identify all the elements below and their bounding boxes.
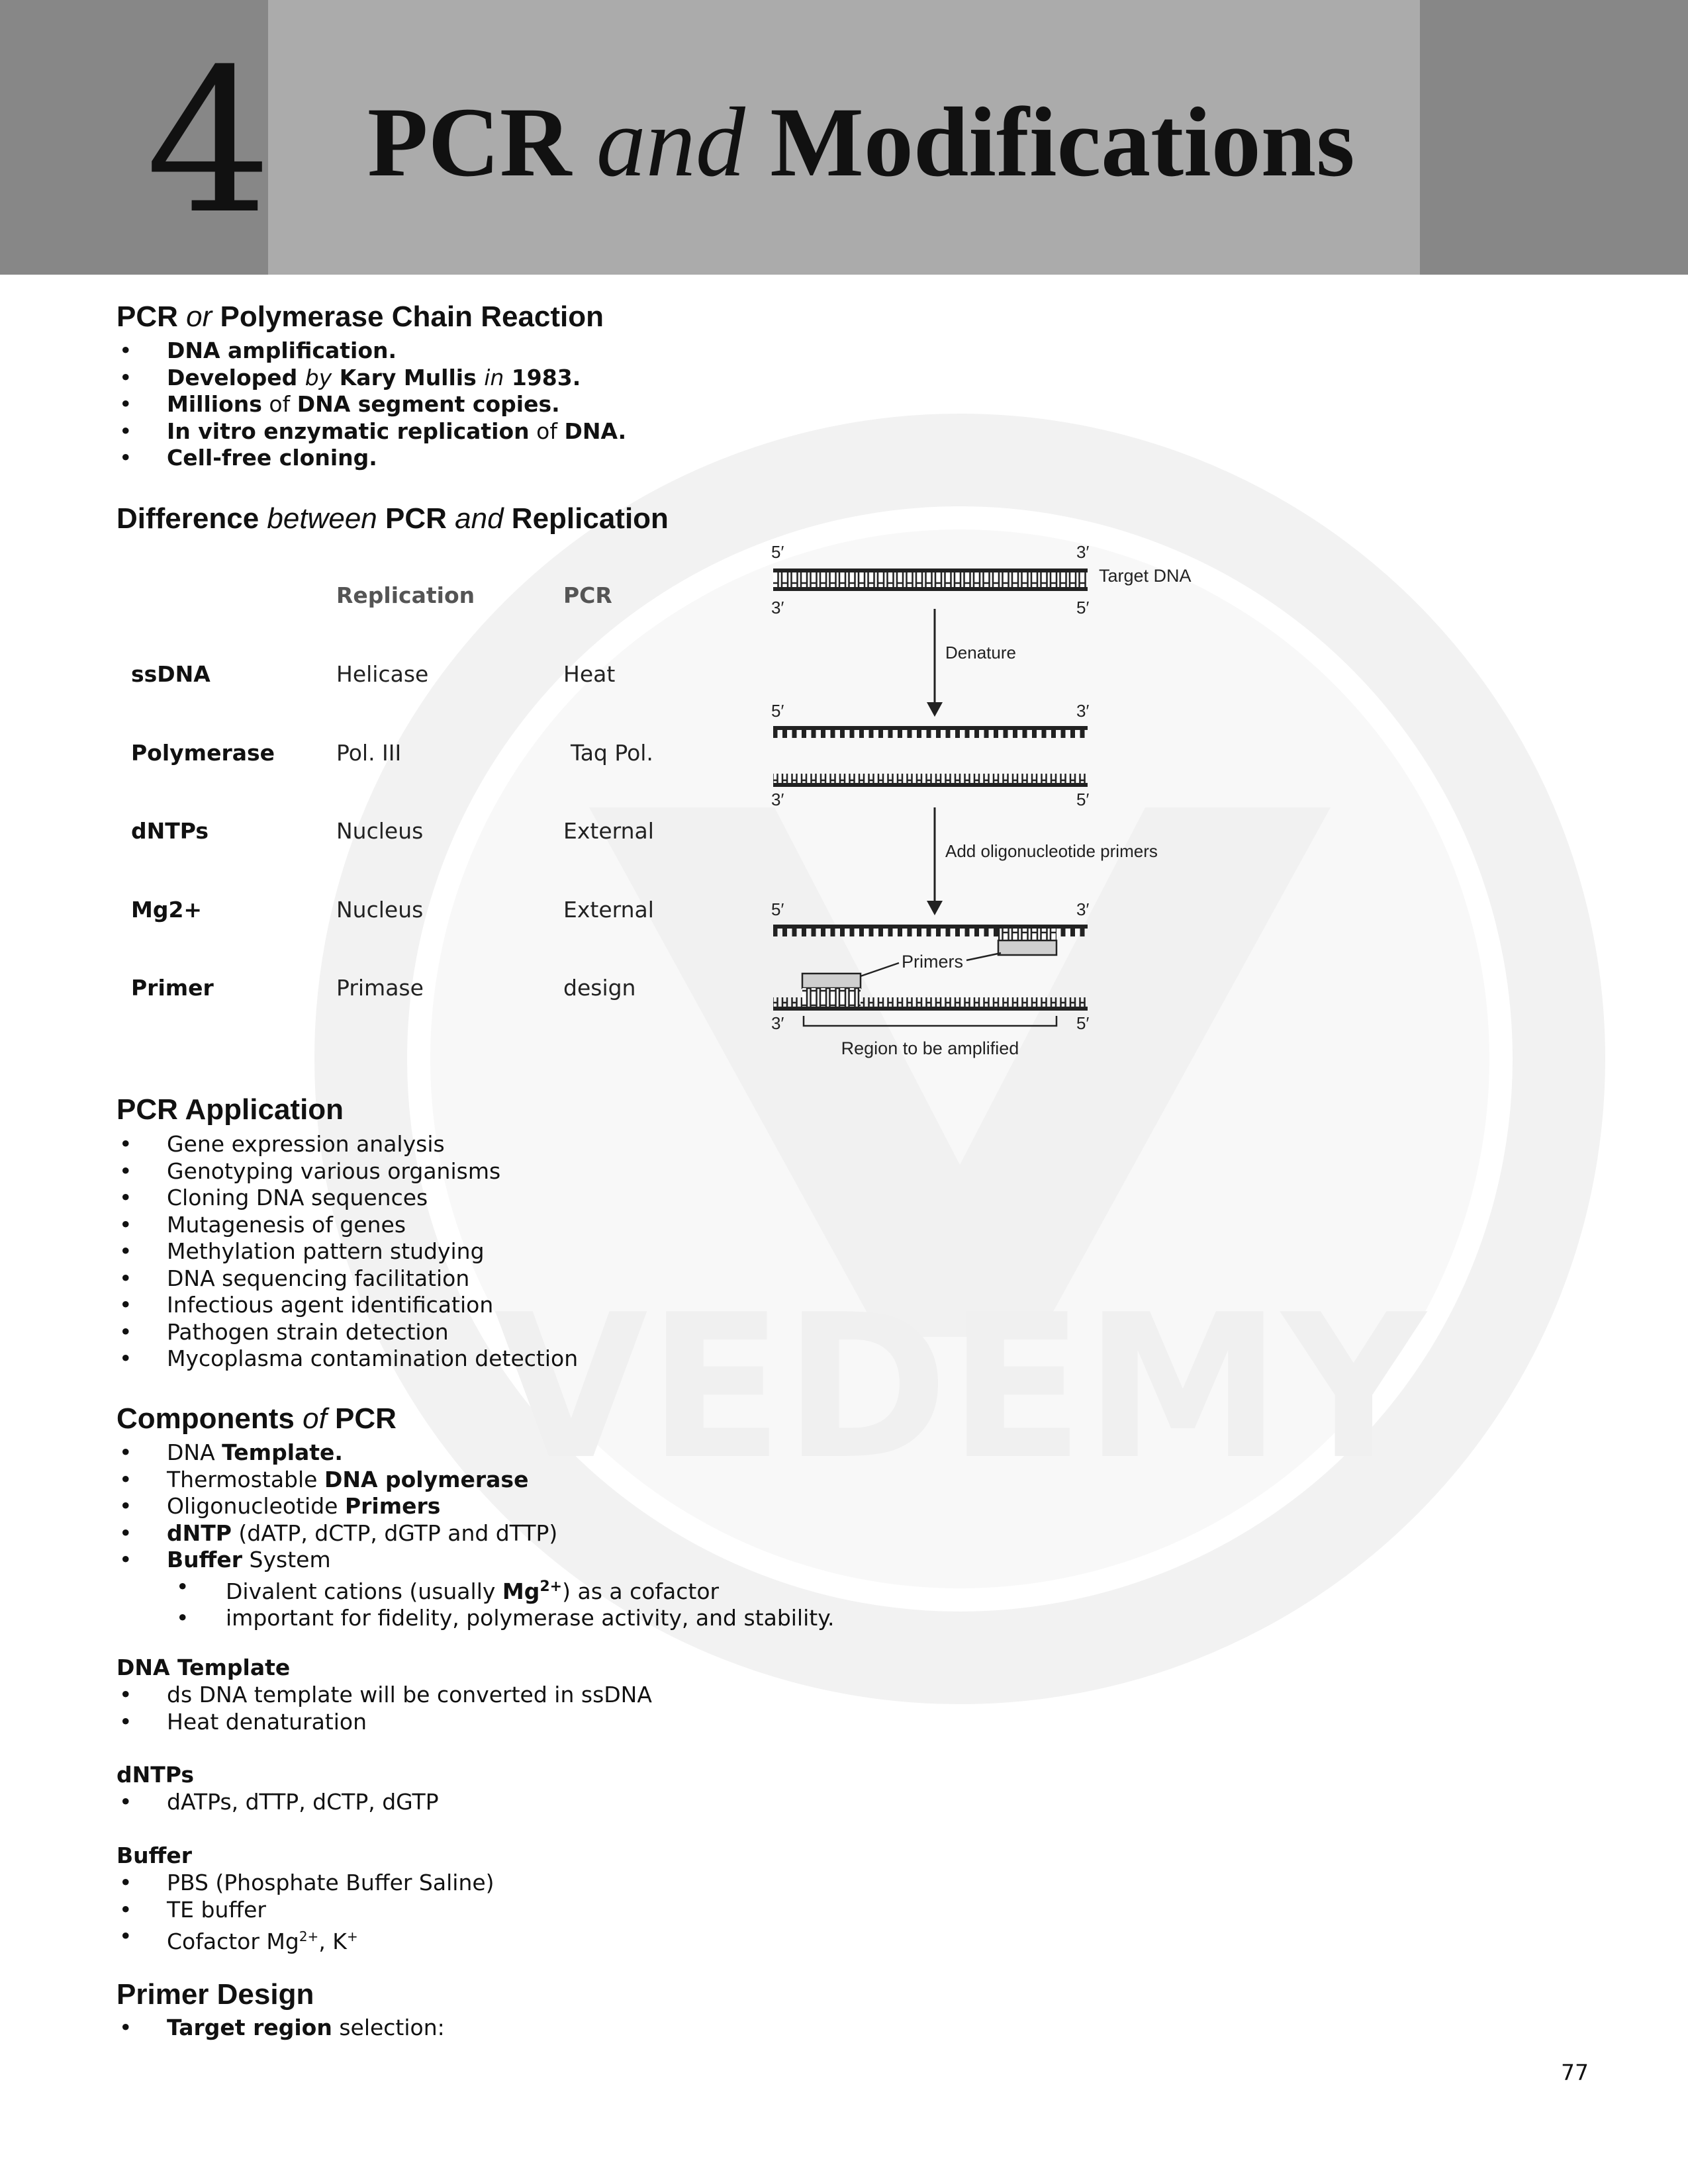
list-item: • DNA Template. — [117, 1439, 835, 1467]
table-cell: External — [563, 897, 654, 923]
label-5prime: 5′ — [771, 899, 784, 919]
list-item: • PBS (Phosphate Buffer Saline) — [117, 1870, 494, 1897]
pcr-definition-list — [117, 338, 626, 472]
table-row-label: ssDNA — [131, 661, 211, 687]
label-3prime: 3′ — [771, 790, 784, 809]
dntps-list — [117, 1789, 439, 1816]
list-subitem: • important for fidelity, polymerase activity, and stability. — [117, 1605, 835, 1632]
section-heading-pcr: PCR or Polymerase Chain Reaction — [117, 300, 604, 333]
list-item: • ds DNA template will be converted in ssDNA — [117, 1682, 652, 1709]
list-item: • DNA sequencing facilitation — [117, 1265, 578, 1293]
label-add-primers: Add oligonucleotide primers — [945, 841, 1158, 861]
table-cell: Taq Pol. — [571, 740, 653, 766]
label-5prime: 5′ — [771, 701, 784, 721]
section-heading-primer-design: Primer Design — [117, 1978, 314, 2011]
list-item: • Oligonucleotide Primers — [117, 1493, 835, 1520]
table-cell: Nucleus — [336, 818, 424, 844]
list-item: • Methylation pattern studying — [117, 1238, 578, 1265]
list-item: • Cloning DNA sequences — [117, 1185, 578, 1212]
list-item: • Developed by Kary Mullis in 1983. — [117, 365, 626, 392]
list-item: • Millions of DNA segment copies. — [117, 391, 626, 418]
list-item: • Pathogen strain detection — [117, 1319, 578, 1346]
list-item: • Mycoplasma contamination detection — [117, 1345, 578, 1373]
list-item: • TE buffer — [117, 1897, 494, 1924]
primer-right — [998, 940, 1056, 955]
label-primers: Primers — [902, 952, 963, 972]
list-item: • dATPs, dTTP, dCTP, dGTP — [117, 1789, 439, 1816]
arrow-head — [927, 702, 943, 717]
region-bracket — [804, 1016, 1056, 1026]
subheading-buffer: Buffer — [117, 1843, 193, 1868]
list-item: • Heat denaturation — [117, 1709, 652, 1736]
list-item: • Genotyping various organisms — [117, 1158, 578, 1185]
section-heading-difference: Difference between PCR and Replication — [117, 502, 669, 535]
label-5prime: 5′ — [1076, 1013, 1090, 1033]
arrow-head — [927, 901, 943, 915]
list-item: • Mutagenesis of genes — [117, 1212, 578, 1239]
table-cell: Nucleus — [336, 897, 424, 923]
table-row-label: Mg2+ — [131, 897, 203, 923]
buffer-list — [117, 1870, 494, 1956]
section-heading-application: PCR Application — [117, 1093, 344, 1126]
components-list — [117, 1439, 835, 1632]
table-cell: design — [563, 975, 636, 1001]
table-row-label: Primer — [131, 975, 214, 1001]
label-3prime: 3′ — [1076, 701, 1090, 721]
label-3prime: 3′ — [1076, 899, 1090, 919]
chapter-title: PCR and Modifications — [367, 87, 1355, 197]
label-5prime: 5′ — [771, 542, 784, 562]
table-row-label: Polymerase — [131, 740, 275, 766]
table-cell: External — [563, 818, 654, 844]
list-item: • In vitro enzymatic replication of DNA. — [117, 418, 626, 445]
subheading-dntps: dNTPs — [117, 1762, 194, 1788]
label-5prime: 5′ — [1076, 790, 1090, 809]
list-item: • DNA amplification. — [117, 338, 626, 365]
list-item: • Thermostable DNA polymerase — [117, 1467, 835, 1494]
primer-left — [802, 974, 861, 988]
label-5prime: 5′ — [1076, 598, 1090, 617]
primers-pointer — [861, 963, 899, 976]
table-header-pcr: PCR — [563, 582, 612, 608]
table-row-label: dNTPs — [131, 818, 209, 844]
table-cell: Heat — [563, 661, 616, 687]
label-target-dna: Target DNA — [1099, 566, 1192, 586]
list-item: • Cofactor $Mg^{2+}$, K+ — [117, 1923, 494, 1956]
label-3prime: 3′ — [771, 1013, 784, 1033]
primer-design-list — [117, 2015, 445, 2042]
table-cell: Primase — [336, 975, 424, 1001]
chapter-number: 4 — [146, 26, 272, 257]
dna-template-list — [117, 1682, 652, 1735]
list-subitem: • Divalent cations (usually $Mg^{2+}$) as a cofactor — [117, 1574, 835, 1606]
watermark-text: VEDEMY — [494, 1272, 1426, 1503]
label-denature: Denature — [945, 643, 1016, 662]
list-item: • Target region selection: — [117, 2015, 445, 2042]
list-item: • Buffer System — [117, 1547, 835, 1574]
application-list — [117, 1131, 578, 1373]
label-3prime: 3′ — [771, 598, 784, 617]
list-item: • Gene expression analysis — [117, 1131, 578, 1158]
page-number: 77 — [1561, 2060, 1589, 2085]
table-header-replication: Replication — [336, 582, 475, 608]
section-heading-components: Components of PCR — [117, 1402, 397, 1435]
label-3prime: 3′ — [1076, 542, 1090, 562]
table-cell: Pol. III — [336, 740, 402, 766]
subheading-dna-template: DNA Template — [117, 1655, 291, 1680]
primers-pointer — [966, 953, 1001, 960]
list-item: • dNTP (dATP, dCTP, dGTP and dTTP) — [117, 1520, 835, 1547]
table-cell: Helicase — [336, 661, 429, 687]
label-region: Region to be amplified — [841, 1038, 1019, 1058]
pcr-diagram — [761, 539, 1211, 1069]
list-item: • Infectious agent identification — [117, 1292, 578, 1319]
list-item: • Cell-free cloning. — [117, 445, 626, 472]
